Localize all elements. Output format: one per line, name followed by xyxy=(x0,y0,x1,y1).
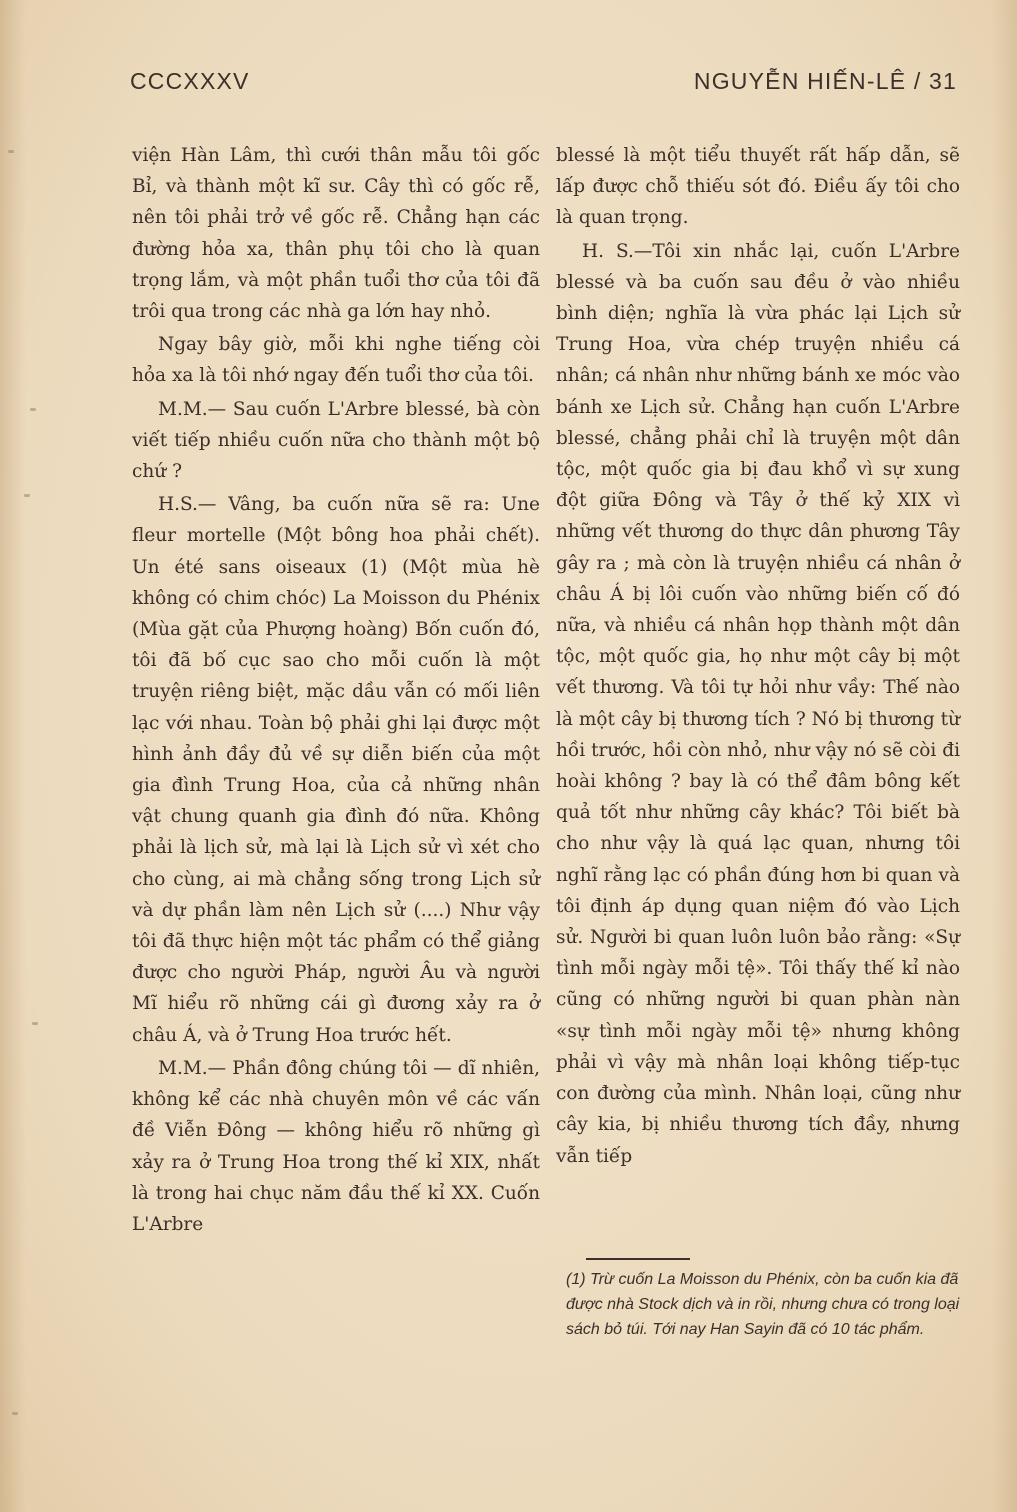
paragraph: H. S.—Tôi xin nhắc lại, cuốn L'Arbre blessé và ba cuốn sau đều ở vào nhiều bình diện; nghĩa là vừa phác lại Lịch sử Trung Hoa, vừa chép truyện nhiều cá nhân; cá nhân như những bánh xe móc vào bánh xe Lịch sử. Chẳng hạn cuốn L'Arbre blessé, chẳng phải chỉ là truyện một dân tộc, một quốc gia bị đau khổ vì sự xung đột giữa Đông và Tây ở thế kỷ XIX vì những vết thương do thực dân phương Tây gây ra ; mà còn là truyện nhiều cá nhân ở châu Á bị lôi cuốn vào những biến cố đó nữa, và nhiều cá nhân họp thành một dân tộc, một quốc gia, họ như một cây bị một vết thương. Và tôi tự hỏi như vầy: Thế nào là một cây bị thương tích ? Nó bị thương từ hồi trước, hồi còn nhỏ, như vậy nó sẽ còi đi hoài không ? bay là có thể đâm bông kết quả tốt như những cây khác? Tôi biết bà cho như vậy là quá lạc quan, nhưng tôi nghĩ rằng lạc có phần đúng hơn bi quan và tôi định áp dụng quan niệm đó vào Lịch sử. Người bi quan luôn luôn bảo rằng: «Sự tình mỗi ngày mỗi tệ». Tôi thấy thế kỉ nào cũng có những người bi quan phàn nàn «sự tình mỗi ngày mỗi tệ» nhưng không phải vì vậy mà nhân loại không tiếp-tục con đường của mình. Nhân loại, cũng như cây kia, bị nhiều thương tích đầy, nhưng vẫn tiếp xyxy=(556,240,960,1167)
paragraph: viện Hàn Lâm, thì cưới thân mẫu tôi gốc Bỉ, và thành một kĩ sư. Cây thì có gốc rễ, nên tôi phải trở về gốc rễ. Chẳng hạn các đường hỏa xa, thân phụ tôi cho là quan trọng lắm, và một phần tuổi thơ của tôi đã trôi qua trong các nhà ga lớn hay nhỏ. xyxy=(132,145,540,323)
left-column xyxy=(132,140,540,1240)
page-edge-shadow-right xyxy=(991,0,1017,1512)
page-header xyxy=(130,68,957,102)
paragraph: blessé là một tiểu thuyết rất hấp dẫn, sẽ lấp được chỗ thiếu sót đó. Điều ấy tôi cho là quan trọng. xyxy=(556,145,960,229)
author-page-number: NGUYỄN HIẾN-LÊ / 31 xyxy=(693,68,957,94)
page-edge-shadow-left xyxy=(0,0,26,1512)
paragraph: Ngay bây giờ, mỗi khi nghe tiếng còi hỏa xa là tôi nhớ ngay đến tuổi thơ của tôi. xyxy=(132,334,540,387)
paragraph: H.S.— Vâng, ba cuốn nữa sẽ ra: Une fleur mortelle (Một bông hoa phải chết). Un été sans oiseaux (1) (Một mùa hè không có chim chóc) La Moisson du Phénix (Mùa gặt của Phượng hoàng) Bốn cuốn đó, tôi đã bố cục sao cho mỗi cuốn là một truyện riêng biệt, mặc dầu vẫn có mối liên lạc với nhau. Toàn bộ phải ghi lại được một hình ảnh đầy đủ về sự diễn biến của một gia đình Trung Hoa, của cả những nhân vật chung quanh gia đình đó nữa. Không phải là lịch sử, mà lại là Lịch sử vì xét cho cho cùng, ai mà chẳng sống trong Lịch sử và dự phần làm nên Lịch sử (....) Như vậy tôi đã thực hiện một tác phẩm có thể giảng được cho người Pháp, người Âu và người Mĩ hiểu rõ những cái gì đương xảy ra ở châu Á, và ở Trung Hoa trước hết. xyxy=(132,494,540,1046)
footnote-divider xyxy=(586,1258,690,1260)
issue-number: CCCXXXV xyxy=(130,68,250,94)
paragraph: M.M.— Phần đông chúng tôi — dĩ nhiên, không kể các nhà chuyên môn về các vấn đề Viễn Đông — không hiểu rõ những gì xảy ra ở Trung Hoa trong thế kỉ XIX, nhất là trong hai chục năm đầu thế kỉ XX. Cuốn L'Arbre xyxy=(132,1057,540,1235)
right-column xyxy=(556,140,960,1172)
paragraph: M.M.— Sau cuốn L'Arbre blessé, bà còn viết tiếp nhiều cuốn nữa cho thành một bộ chứ ? xyxy=(132,398,540,483)
footnote: (1) Trừ cuốn La Moisson du Phénix, còn ba cuốn kia đã được nhà Stock dịch và in rồi, nhưng chưa có trong loại sách bỏ túi. Tới nay Han Sayin đã có 10 tác phẩm. xyxy=(566,1271,960,1338)
